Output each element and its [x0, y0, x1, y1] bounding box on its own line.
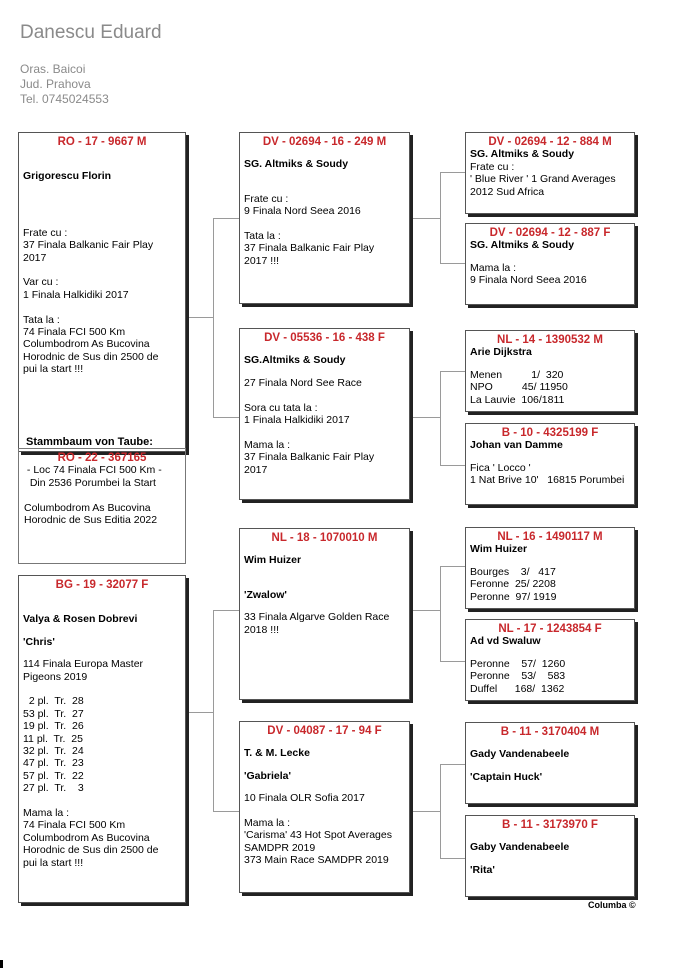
- corner-mark: [0, 960, 3, 968]
- note-line: Mama la :: [470, 261, 517, 274]
- note-line: 11 pl. Tr. 25: [23, 732, 83, 745]
- connector-line: [440, 566, 465, 567]
- note-line: Columbodrom As Bucovina: [24, 501, 151, 514]
- note-line: 'Carisma' 43 Hot Spot Averages: [244, 829, 392, 842]
- note-line: Horodnic de Sus din 2500 de: [23, 350, 159, 363]
- note-line: [23, 264, 181, 276]
- note-line: [244, 218, 405, 230]
- pedigree-card-gg6: [465, 619, 635, 701]
- ring-number: BG - 19 - 32077 F: [55, 579, 149, 591]
- note-line: 27 Finala Nord See Race: [244, 376, 362, 389]
- note-line: Columbodrom As Bucovina: [23, 338, 150, 351]
- note-line: 2017: [244, 463, 268, 476]
- connector-line: [440, 764, 465, 765]
- ring-number: B - 11 - 3173970 F: [502, 819, 598, 831]
- notes: [470, 369, 630, 406]
- notes: [24, 464, 180, 526]
- pedigree-card-sire-dam: [239, 328, 410, 500]
- pedigree-card-gg3: [465, 330, 635, 412]
- note-line: Mama la :: [23, 807, 70, 820]
- ring-number: NL - 14 - 1390532 M: [497, 334, 603, 346]
- connector-line: [440, 263, 465, 264]
- pigeon-name: 'Chris': [23, 635, 55, 648]
- note-line: [23, 683, 181, 695]
- note-line: 373 Main Race SAMDPR 2019: [244, 854, 389, 867]
- note-line: [244, 805, 405, 817]
- notes: [244, 193, 405, 267]
- breeder-name: T. & M. Lecke: [244, 747, 310, 760]
- notes: [23, 658, 181, 869]
- pigeon-name: 'Gabriela': [244, 769, 292, 782]
- breeder-name: Gady Vandenabeele: [470, 748, 570, 761]
- pedigree-card-gg2: [465, 223, 635, 305]
- note-line: [24, 489, 180, 501]
- notes: [244, 792, 405, 866]
- ring-number: RO - 17 - 9667 M: [57, 136, 147, 148]
- note-line: Din 2536 Porumbei la Start: [24, 476, 156, 489]
- notes: [23, 227, 181, 376]
- note-line: Frate cu :: [244, 192, 289, 205]
- note-line: Horodnic de Sus Editia 2022: [24, 514, 158, 527]
- note-line: [23, 301, 181, 313]
- connector-line: [440, 172, 441, 264]
- breeder-name: Valya & Rosen Dobrevi: [23, 613, 138, 626]
- breeder-name: SG. Altmiks & Soudy: [470, 239, 575, 252]
- note-line: 2017: [23, 251, 47, 264]
- note-line: 27 pl. Tr. 3: [23, 782, 84, 795]
- connector-line: [213, 417, 239, 418]
- note-line: 32 pl. Tr. 24: [23, 745, 84, 758]
- note-line: Tata la :: [23, 313, 60, 326]
- note-line: La Lauvie 106/1811: [470, 393, 565, 406]
- owner-phone: Tel. 0745024553: [20, 92, 109, 106]
- pedigree-card-dam-sire: [239, 528, 410, 700]
- note-line: 74 Finala FCI 500 Km: [23, 326, 126, 339]
- connector-line: [440, 172, 465, 173]
- note-line: Mama la :: [244, 817, 291, 830]
- breeder-name: Wim Huizer: [244, 554, 302, 567]
- pedigree-card-dam: [18, 575, 186, 903]
- brand-label: Columba ©: [588, 900, 636, 910]
- note-line: Bourges 3/ 417: [470, 565, 556, 578]
- connector-line: [213, 811, 239, 812]
- connector-line: [410, 218, 440, 219]
- pigeon-name: 'Rita': [470, 863, 495, 876]
- note-line: [244, 389, 405, 401]
- owner-name: Danescu Eduard: [20, 22, 162, 43]
- notes: [244, 377, 405, 476]
- note-line: Horodnic de Sus din 2500 de: [23, 844, 159, 857]
- ring-number: DV - 05536 - 16 - 438 F: [264, 332, 385, 344]
- note-line: 47 pl. Tr. 23: [23, 757, 84, 770]
- notes: [470, 462, 630, 487]
- note-line: 1 Nat Brive 10' 16815 Porumbei: [470, 474, 625, 487]
- breeder-name: Ad vd Swaluw: [470, 635, 541, 648]
- note-line: 2012 Sud Africa: [470, 185, 545, 198]
- note-line: ' Blue River ' 1 Grand Averages: [470, 173, 616, 186]
- ring-number: DV - 02694 - 12 - 887 F: [489, 227, 611, 239]
- connector-line: [440, 566, 441, 662]
- note-line: Fica ' Locco ': [470, 461, 531, 474]
- pedigree-card-gg8: [465, 815, 635, 897]
- note-line: Pigeons 2019: [23, 670, 88, 683]
- notes: [470, 566, 630, 603]
- note-line: Feronne 25/ 2208: [470, 578, 556, 591]
- note-line: [23, 795, 181, 807]
- note-line: 37 Finala Balkanic Fair Play: [23, 239, 154, 252]
- stammbaum-header: Stammbaum von Taube:: [26, 436, 153, 448]
- note-line: Var cu :: [23, 276, 59, 289]
- pigeon-name: 'Zwalow': [244, 588, 287, 601]
- notes: [470, 262, 630, 287]
- connector-line: [440, 465, 465, 466]
- connector-line: [410, 811, 440, 812]
- owner-city: Oras. Baicoi: [20, 62, 86, 76]
- note-line: Mama la :: [244, 438, 291, 451]
- breeder-name: Gaby Vandenabeele: [470, 841, 570, 854]
- note-line: SAMDPR 2019: [244, 841, 316, 854]
- note-line: Peronne 53/ 583: [470, 670, 566, 683]
- notes: [244, 611, 405, 636]
- stammbaum-card: [18, 448, 186, 564]
- breeder-name: Wim Huizer: [470, 543, 528, 556]
- note-line: 9 Finala Nord Seea 2016: [244, 205, 361, 218]
- connector-line: [213, 218, 239, 219]
- connector-line: [213, 218, 214, 418]
- note-line: Frate cu :: [23, 226, 68, 239]
- pigeon-name: 'Captain Huck': [470, 770, 543, 783]
- ring-number: DV - 02694 - 16 - 249 M: [262, 136, 387, 148]
- owner-county: Jud. Prahova: [20, 77, 91, 91]
- note-line: 114 Finala Europa Master: [23, 658, 144, 671]
- breeder-name: SG.Altmiks & Soudy: [244, 354, 346, 367]
- note-line: 33 Finala Algarve Golden Race: [244, 611, 390, 624]
- note-line: Peronne 57/ 1260: [470, 657, 566, 670]
- note-line: Duffel 168/ 1362: [470, 682, 565, 695]
- note-line: 37 Finala Balkanic Fair Play: [244, 242, 375, 255]
- connector-line: [440, 858, 465, 859]
- breeder-name: Arie Dijkstra: [470, 346, 532, 359]
- pedigree-card-gg7: [465, 722, 635, 804]
- connector-line: [440, 661, 465, 662]
- ring-number: NL - 16 - 1490117 M: [497, 531, 603, 543]
- ring-number: DV - 04087 - 17 - 94 F: [267, 725, 382, 737]
- pedigree-card-subject: [18, 132, 186, 452]
- note-line: Frate cu :: [470, 160, 515, 173]
- ring-number: NL - 18 - 1070010 M: [271, 532, 378, 544]
- note-line: Menen 1/ 320: [470, 368, 564, 381]
- note-line: 2017 !!!: [244, 254, 280, 267]
- pedigree-card-gg4: [465, 423, 635, 505]
- note-line: Sora cu tata la :: [244, 401, 318, 414]
- pedigree-card-sire-sire: [239, 132, 410, 304]
- note-line: pui la start !!!: [23, 363, 84, 376]
- note-line: pui la start !!!: [23, 856, 84, 869]
- connector-line: [186, 712, 213, 713]
- note-line: 74 Finala FCI 500 Km: [23, 819, 126, 832]
- ring-number: DV - 02694 - 12 - 884 M: [488, 136, 612, 148]
- connector-line: [213, 610, 214, 812]
- ring-number: B - 11 - 3170404 M: [500, 726, 600, 738]
- note-line: NPO 45/ 11950: [470, 381, 568, 394]
- notes: [470, 658, 630, 695]
- pedigree-card-gg5: [465, 527, 635, 609]
- connector-line: [440, 371, 465, 372]
- ring-number: B - 10 - 4325199 F: [501, 427, 599, 439]
- note-line: Peronne 97/ 1919: [470, 590, 557, 603]
- connector-line: [440, 371, 441, 466]
- connector-line: [440, 764, 441, 859]
- breeder-name: Grigorescu Florin: [23, 170, 112, 183]
- breeder-name: SG. Altmiks & Soudy: [244, 158, 349, 171]
- note-line: - Loc 74 Finala FCI 500 Km -: [24, 464, 162, 477]
- note-line: 9 Finala Nord Seea 2016: [470, 274, 587, 287]
- connector-line: [186, 317, 213, 318]
- connector-line: [213, 610, 239, 611]
- note-line: 57 pl. Tr. 22: [23, 769, 84, 782]
- note-line: 1 Finala Halkidiki 2017: [244, 414, 350, 427]
- note-line: 37 Finala Balkanic Fair Play: [244, 451, 375, 464]
- pedigree-card-dam-dam: [239, 721, 410, 893]
- note-line: Tata la :: [244, 230, 281, 243]
- note-line: 10 Finala OLR Sofia 2017: [244, 792, 365, 805]
- connector-line: [410, 417, 440, 418]
- note-line: [244, 426, 405, 438]
- note-line: 1 Finala Halkidiki 2017: [23, 288, 129, 301]
- pedigree-card-gg1: [465, 132, 635, 214]
- note-line: 2018 !!!: [244, 623, 280, 636]
- connector-line: [410, 610, 440, 611]
- note-line: 2 pl. Tr. 28: [23, 695, 84, 708]
- breeder-name: Johan van Damme: [470, 439, 563, 452]
- note-line: Columbodrom As Bucovina: [23, 831, 150, 844]
- note-line: 53 pl. Tr. 27: [23, 707, 84, 720]
- breeder-name: SG. Altmiks & Soudy: [470, 148, 575, 161]
- notes: [470, 161, 630, 198]
- note-line: 19 pl. Tr. 26: [23, 720, 84, 733]
- ring-number: NL - 17 - 1243854 F: [498, 623, 602, 635]
- ring-number: RO - 22 - 367165: [57, 452, 147, 464]
